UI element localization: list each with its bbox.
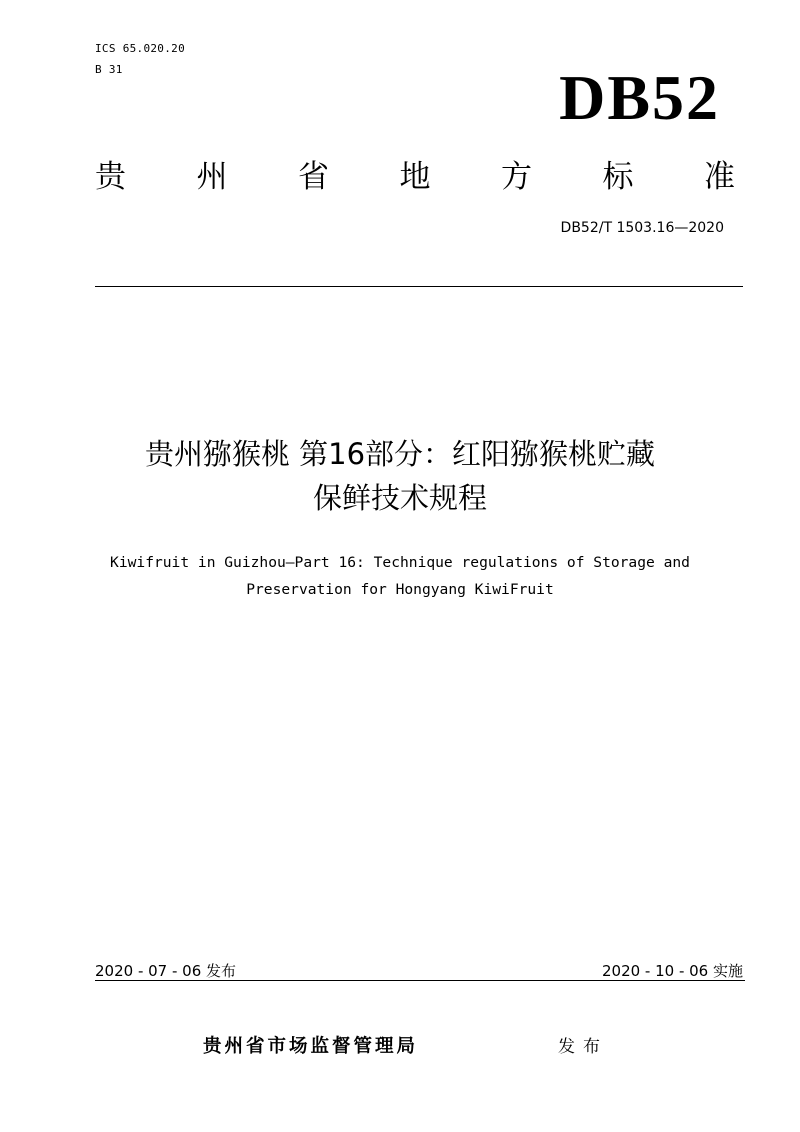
standard-number: DB52/T 1503.16—2020 — [560, 220, 724, 236]
english-title-line: Preservation for Hongyang KiwiFruit — [246, 581, 554, 598]
standard-type-char: 标 — [602, 158, 634, 195]
issue-label: 发布 — [558, 1037, 608, 1057]
standard-type-char: 州 — [196, 158, 228, 195]
chinese-title — [40, 432, 760, 520]
standard-type-char: 地 — [399, 158, 431, 195]
english-title-line: Kiwifruit in Guizhou—Part 16: Technique regulations of Storage and — [110, 554, 690, 571]
standard-type — [95, 160, 735, 194]
standard-type-char: 准 — [704, 158, 735, 195]
english-title — [40, 549, 760, 603]
standard-type-char: 贵 — [95, 158, 126, 195]
chinese-title-line: 贵州猕猴桃 第16部分：红阳猕猴桃贮藏 — [144, 437, 656, 471]
footer-divider — [95, 980, 745, 981]
standard-type-char: 方 — [501, 158, 532, 195]
standard-logo: DB52 — [559, 62, 720, 133]
issuing-authority: 贵州省市场监督管理局 — [203, 1036, 419, 1057]
standard-type-char: 省 — [298, 158, 329, 195]
chinese-title-line: 保鲜技术规程 — [312, 481, 487, 515]
ics-code: ICS 65.020.20 — [95, 42, 185, 55]
implementation-date: 2020 - 10 - 06 实施 — [601, 962, 743, 980]
classification-code: B 31 — [95, 63, 123, 76]
issue-date: 2020 - 07 - 06 发布 — [95, 962, 237, 980]
header-divider — [95, 286, 743, 287]
